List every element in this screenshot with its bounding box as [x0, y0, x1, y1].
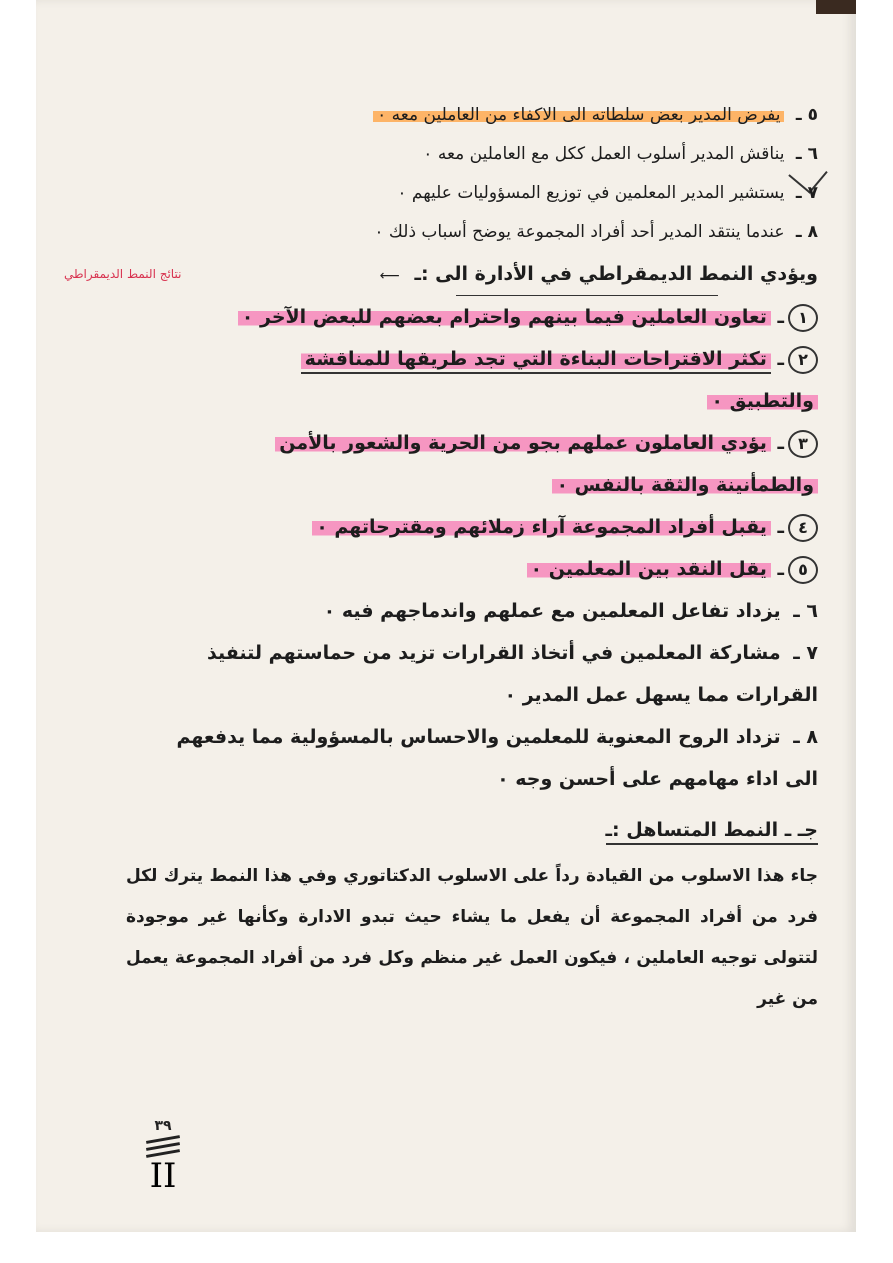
list-item-a-5: ٥ ـ يفرض المدير بعض سلطاته الى الاكفاء من العاملين معه ٠ — [126, 96, 818, 135]
result-item-2-cont: والتطبيق ٠ — [126, 380, 818, 422]
list-item-a-7: ٧ ـ يستشير المدير المعلمين في توزيع المسؤوليات عليهم ٠ — [397, 183, 818, 203]
handwritten-tally-mark: II — [149, 1156, 177, 1196]
arrow-icon: ⟵ — [379, 268, 400, 284]
highlighted-text: يفرض المدير بعض سلطاته الى الاكفاء من العاملين معه ٠ — [373, 105, 784, 125]
result-item-1: ١ـ تعاون العاملين فيما بينهم واحترام بعضهم للبعض الآخر ٠ — [126, 296, 818, 338]
result-item-4: ٤ـ يقبل أفراد المجموعة آراء زملائهم ومقترحاتهم ٠ — [126, 506, 818, 548]
result-item-3: ٣ـ يؤدي العاملون عملهم بجو من الحرية والشعور بالأمن — [126, 422, 818, 464]
page-corner-shadow — [816, 0, 856, 14]
page-number: ٣٩ — [154, 1118, 172, 1134]
result-item-7: ٧ ـ مشاركة المعلمين في أتخاذ القرارات تزيد من حماستهم لتنفيذ — [207, 642, 818, 664]
list-item-a-8: ٨ ـ عندما ينتقد المدير أحد أفراد المجموعة يوضح أسباب ذلك ٠ — [374, 222, 818, 242]
result-item-5: ٥ـ يقل النقد بين المعلمين ٠ — [126, 548, 818, 590]
circled-number: ٢ — [788, 346, 818, 374]
circled-number: ٣ — [788, 430, 818, 458]
book-page — [36, 0, 856, 1232]
result-item-8-cont: الى اداء مهامهم على أحسن وجه ٠ — [497, 768, 818, 790]
circled-number: ٥ — [788, 556, 818, 584]
results-heading: ويؤدي النمط الديمقراطي في الأدارة الى :ـ ⟵ نتائج النمط الديمقراطي — [126, 252, 818, 296]
result-item-7-cont: القرارات مما يسهل عمل المدير ٠ — [504, 684, 818, 706]
section-heading: جـ ـ النمط المتساهل :ـ — [126, 800, 818, 856]
page-text — [64, 96, 818, 1020]
result-item-3-cont: والطمأنينة والثقة بالنفس ٠ — [126, 464, 818, 506]
page-footer — [146, 1118, 180, 1196]
result-item-8: ٨ ـ تزداد الروح المعنوية للمعلمين والاحساس بالمسؤولية مما يدفعهم — [176, 726, 818, 748]
circled-number: ٤ — [788, 514, 818, 542]
body-paragraph: جاء هذا الاسلوب من القيادة رداً على الاسلوب الدكتاتوري وفي هذا النمط يترك لكل فرد من أفراد المجموعة أن يفعل ما يشاء حيث تبدو الادارة وكأنها غير موجودة لتتولى توجيه العاملين ، فيكون العمل غير منظم وكل فرد من أفراد المجموعة يعمل من غير — [126, 866, 818, 1009]
list-item-a-6: ٦ ـ يناقش المدير أسلوب العمل ككل مع العاملين معه ٠ — [423, 144, 818, 164]
result-item-2: ٢ـ تكثر الاقتراحات البناءة التي تجد طريقها للمناقشة — [126, 338, 818, 380]
circled-number: ١ — [788, 304, 818, 332]
handwritten-margin-note: نتائج النمط الديمقراطي — [64, 267, 182, 281]
result-item-6: ٦ ـ يزداد تفاعل المعلمين مع عملهم واندماجهم فيه ٠ — [323, 600, 818, 622]
